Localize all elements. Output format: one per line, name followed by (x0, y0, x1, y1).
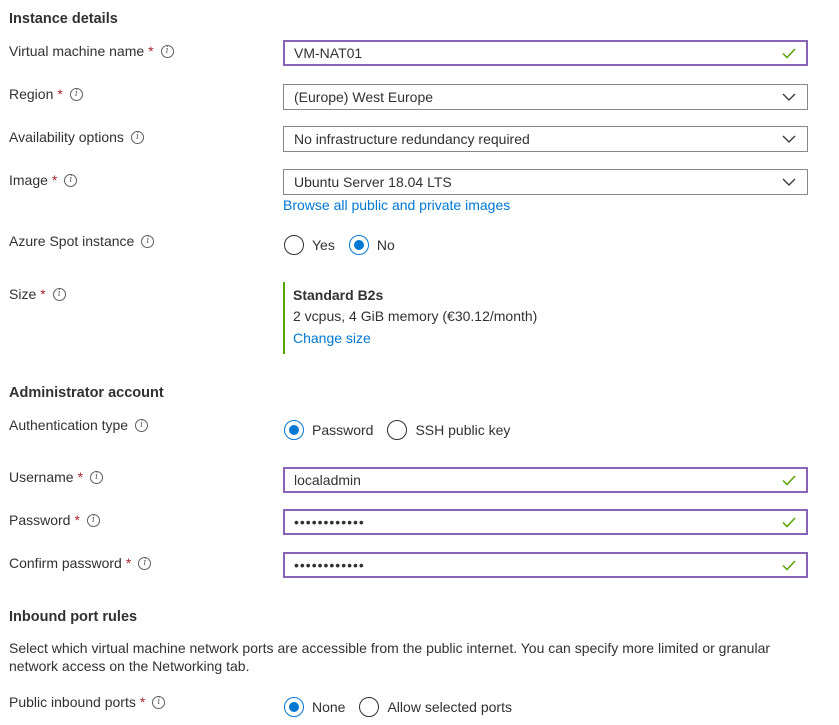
size-detail: 2 vcpus, 4 GiB memory (€30.12/month) (293, 308, 538, 324)
check-icon (781, 514, 797, 530)
auth-password-radio[interactable] (284, 420, 304, 440)
size-label (9, 286, 66, 302)
required-mark: * (77, 469, 84, 485)
image-select[interactable] (283, 169, 808, 195)
public-ports-label-text: Public inbound ports (9, 694, 136, 710)
availability-label (9, 129, 144, 145)
image-label (9, 172, 77, 188)
required-mark: * (74, 512, 80, 528)
info-icon[interactable]: i (141, 235, 154, 248)
username-label-text: Username (9, 469, 74, 485)
availability-label-text: Availability options (9, 129, 124, 145)
confirm-password-label (9, 555, 151, 571)
info-icon[interactable]: i (53, 288, 66, 301)
spot-radio-group (284, 235, 395, 255)
required-mark: * (40, 286, 46, 302)
check-icon (781, 557, 797, 573)
password-label-text: Password (9, 512, 71, 528)
spot-yes-radio[interactable] (284, 235, 304, 255)
info-icon[interactable]: i (135, 419, 148, 432)
auth-ssh-radio[interactable] (387, 420, 407, 440)
required-mark: * (125, 555, 132, 571)
region-label (9, 86, 83, 102)
required-mark: * (51, 172, 58, 188)
spot-no-label[interactable]: No (376, 237, 395, 253)
image-value: Ubuntu Server 18.04 LTS (294, 174, 452, 190)
availability-select[interactable] (283, 126, 808, 152)
username-label (9, 469, 103, 485)
region-select[interactable] (283, 84, 808, 110)
check-icon (781, 45, 797, 61)
vm-name-input[interactable] (283, 40, 808, 66)
section-title-inbound-rules: Inbound port rules (9, 609, 138, 625)
chevron-down-icon (781, 89, 797, 105)
browse-images-link[interactable]: Browse all public and private images (283, 197, 511, 213)
size-summary (283, 282, 537, 354)
section-title-instance-details: Instance details (9, 11, 118, 27)
username-value: localadmin (294, 472, 361, 488)
info-icon[interactable]: i (90, 471, 103, 484)
spot-no-radio[interactable] (349, 235, 369, 255)
public-ports-label (9, 694, 165, 710)
confirm-password-label-text: Confirm password (9, 555, 122, 571)
username-input[interactable] (283, 467, 808, 493)
image-label-text: Image (9, 172, 48, 188)
info-icon[interactable]: i (131, 131, 144, 144)
check-icon (781, 472, 797, 488)
info-icon[interactable]: i (138, 557, 151, 570)
inbound-description: Select which virtual machine network ports are accessible from the public internet. You can specify more limited or granular network access on the Networking tab. (9, 640, 771, 674)
auth-ssh-label[interactable]: SSH public key (415, 422, 511, 438)
password-input[interactable] (283, 509, 808, 535)
required-mark: * (57, 86, 63, 102)
spot-label-text: Azure Spot instance (9, 233, 135, 249)
vm-name-label-text: Virtual machine name (9, 43, 145, 59)
vm-name-label (9, 43, 174, 59)
info-icon[interactable]: i (87, 514, 100, 527)
confirm-password-value: •••••••••••• (294, 557, 365, 573)
chevron-down-icon (781, 174, 797, 190)
ports-allow-label[interactable]: Allow selected ports (387, 699, 512, 715)
region-label-text: Region (9, 86, 54, 102)
info-icon[interactable]: i (161, 45, 174, 58)
chevron-down-icon (781, 131, 797, 147)
spot-label (9, 233, 154, 249)
ports-none-radio[interactable] (284, 697, 304, 717)
auth-password-label[interactable]: Password (312, 422, 374, 438)
section-title-admin-account: Administrator account (9, 385, 164, 401)
vm-name-value: VM-NAT01 (294, 45, 363, 61)
ports-none-label[interactable]: None (312, 699, 346, 715)
auth-type-label-text: Authentication type (9, 417, 129, 433)
required-mark: * (139, 694, 146, 710)
size-name: Standard B2s (293, 287, 384, 303)
public-ports-radio-group (284, 697, 512, 717)
availability-value: No infrastructure redundancy required (294, 131, 530, 147)
auth-type-label (9, 417, 148, 433)
auth-type-radio-group (284, 420, 510, 440)
password-value: •••••••••••• (294, 514, 365, 530)
region-value: (Europe) West Europe (294, 89, 434, 105)
info-icon[interactable]: i (70, 88, 83, 101)
ports-allow-radio[interactable] (359, 697, 379, 717)
confirm-password-input[interactable] (283, 552, 808, 578)
spot-yes-label[interactable]: Yes (312, 237, 335, 253)
password-label (9, 512, 100, 528)
change-size-link[interactable]: Change size (293, 330, 371, 346)
size-label-text: Size (9, 286, 37, 302)
required-mark: * (148, 43, 154, 59)
info-icon[interactable]: i (152, 696, 165, 709)
info-icon[interactable]: i (64, 174, 77, 187)
